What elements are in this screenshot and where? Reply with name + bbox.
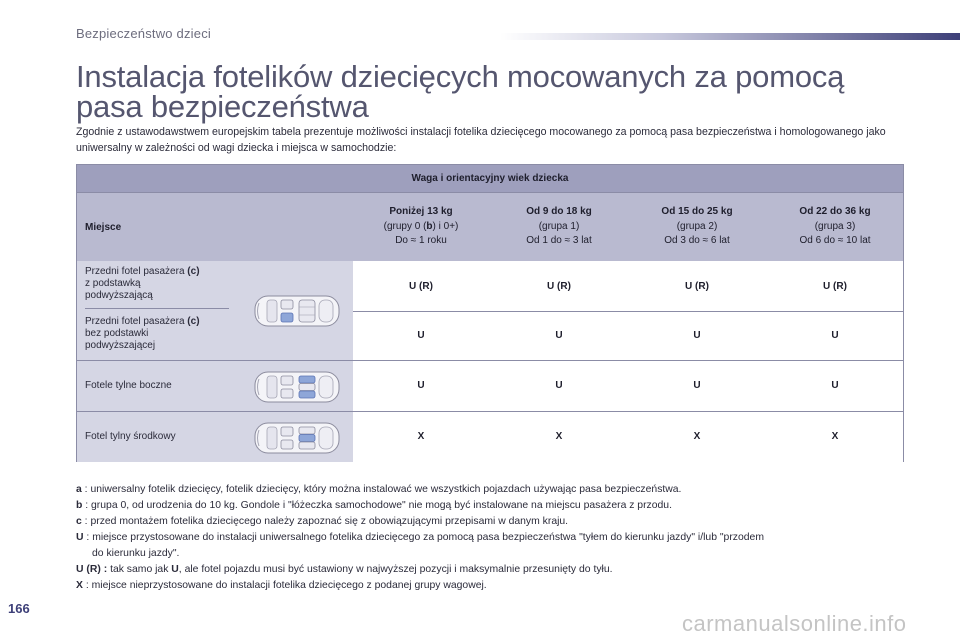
sub-divider [85,308,229,309]
car-top-view-icon [253,293,341,329]
column-age: Od 6 do ≈ 10 lat [799,235,871,246]
table-cell: U [555,380,563,391]
column-group: (grupa 2) [676,220,718,232]
column-weight: Od 9 do 18 kg [526,206,592,217]
column-header-group-3 [767,205,903,249]
table-cell: U (R) [685,281,709,292]
legend-item-u-continuation: do kierunku jazdy". [92,548,180,559]
seat-table [76,164,904,462]
column-age: Do ≈ 1 roku [395,235,447,246]
row-divider [77,360,903,361]
table-cell: U (R) [409,281,433,292]
table-cell: U (R) [823,281,847,292]
table-cell: U [693,380,701,391]
legend-item-a: a : uniwersalny fotelik dziecięcy, fotelik dziecięcy, który można instalować we wszystkich pojazdach używając pasa bezpieczeństwa. [76,484,682,495]
place-header: Miejsce [85,222,122,233]
column-age: Od 3 do ≈ 6 lat [664,235,730,246]
column-group: (grupa 3) [814,220,856,232]
table-cell: U [831,330,839,341]
weight-header-row: Waga i orientacyjny wiek dziecka [77,165,903,192]
column-group: (grupa 1) [538,220,580,232]
place-label-rear-side: Fotele tylne boczne [85,380,172,391]
page-number: 166 [8,601,30,616]
column-weight: Od 22 do 36 kg [799,206,871,217]
place-label-rear-center: Fotel tylny środkowy [85,431,176,442]
table-cell: U [417,380,425,391]
table-cell: X [555,431,563,442]
column-age: Od 1 do ≈ 3 lat [526,235,592,246]
car-top-view-icon [253,420,341,456]
legend [76,482,916,594]
intro-paragraph: Zgodnie z ustawodawstwem europejskim tabela prezentuje możliwości instalacji fotelika dziecięcego mocowanego za pomocą pasa bezpieczeństwa i homologowanego jako uniwersalny w zależności od wagi dziecka i miejsca w samochodzie: [76,126,886,154]
column-group: (grupy 0 (b) i 0+) [383,220,459,232]
table-cell: X [693,431,701,442]
table-cell: U [555,330,563,341]
watermark: carmanualsonline.info [682,611,907,636]
place-label-front-without-booster: Przedni fotel pasażera (c) bez podstawki podwyższającej [85,316,200,351]
row-divider [77,411,903,412]
legend-item-x: X : miejsce nieprzystosowane do instalacji fotelika dziecięcego z podanej grupy wagowej. [76,580,487,591]
header-bar [500,33,960,40]
table-cell: X [831,431,839,442]
car-top-view-icon [253,369,341,405]
table-cell: U [417,330,425,341]
column-weight: Poniżej 13 kg [389,206,453,217]
column-header-group-0 [353,205,489,249]
legend-item-c: c : przed montażem fotelika dziecięcego należy zapoznać się z obowiązującymi przepisami w danym kraju. [76,516,569,527]
place-label-front-with-booster: Przedni fotel pasażera (c) z podstawką podwyższającą [85,266,200,301]
section-header: Bezpieczeństwo dzieci [76,26,211,41]
table-cell: X [417,431,425,442]
column-weight: Od 15 do 25 kg [661,206,733,217]
table-cell: U [831,380,839,391]
row-divider [353,311,903,312]
legend-item-ur: U (R) : tak samo jak U, ale fotel pojazdu musi być ustawiony w najwyższej pozycji i maksymalnie przesunięty do tyłu. [76,564,613,575]
table-cell: U [693,330,701,341]
table-header-row [77,192,903,261]
legend-item-b: b : grupa 0, od urodzenia do 10 kg. Gondole i "łóżeczka samochodowe" nie mogą być instalowane na miejscu pasażera z przodu. [76,500,672,511]
table-cell: U (R) [547,281,571,292]
legend-item-u: U : miejsce przystosowane do instalacji uniwersalnego fotelika dziecięcego za pomocą pasa bezpieczeństwa "tyłem do kierunku jazdy" i/lub "przodem [76,532,764,543]
page-title: Instalacja fotelików dziecięcych mocowanych za pomocą pasa bezpieczeństwa [76,59,845,124]
column-header-group-1 [491,205,627,249]
column-header-group-2 [629,205,765,249]
